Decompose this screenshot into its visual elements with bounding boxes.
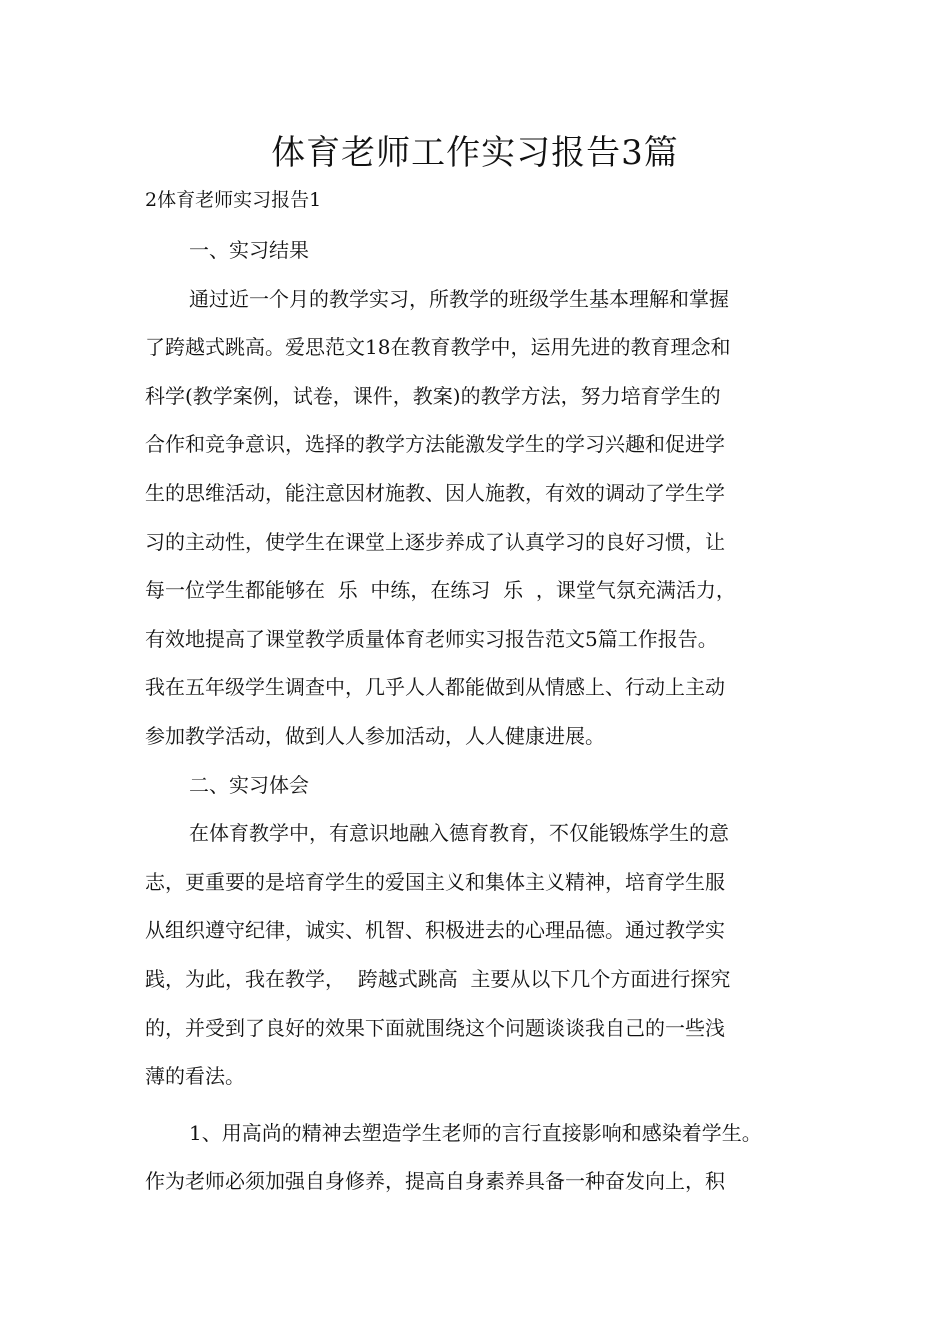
- paragraph-line: 在体育教学中，有意识地融入德育教育，不仅能锻炼学生的意: [189, 821, 729, 846]
- paragraph-line: 生的思维活动，能注意因材施教、因人施教，有效的调动了学生学: [145, 480, 725, 505]
- paragraph-line: 科学(教学案例，试卷，课件，教案)的教学方法，努力培育学生的: [145, 383, 721, 408]
- paragraph-line: 通过近一个月的教学实习，所教学的班级学生基本理解和掌握: [189, 286, 729, 311]
- paragraph-line: 每一位学生都能够在 乐 中练，在练习 乐 ，课堂气氛充满活力，: [145, 578, 736, 603]
- paragraph-line: 志，更重要的是培育学生的爱国主义和集体主义精神，培育学生服: [145, 869, 725, 894]
- paragraph-line: 了跨越式跳高。爱思范文18在教育教学中，运用先进的教育理念和: [145, 335, 731, 360]
- paragraph-gap: [145, 1101, 825, 1109]
- paragraph-line: 有效地提高了课堂教学质量体育老师实习报告范文5篇工作报告。: [145, 626, 718, 651]
- paragraph-line: 践，为此，我在教学， 跨越式跳高 主要从以下几个方面进行探究: [145, 966, 731, 991]
- paragraph-line: 合作和竞争意识，选择的教学方法能激发学生的学习兴趣和促进学: [145, 432, 725, 457]
- paragraph-line: 作为老师必须加强自身修养，提高自身素养具备一种奋发向上，积: [145, 1169, 725, 1194]
- paragraph-line: 的，并受到了良好的效果下面就围绕这个问题谈谈我自己的一些浅: [145, 1015, 725, 1040]
- paragraph-line: 从组织遵守纪律，诚实、机智、积极进去的心理品德。通过教学实: [145, 918, 725, 943]
- section-heading-experience: 二、实习体会: [189, 772, 309, 797]
- paragraph-line: 习的主动性，使学生在课堂上逐步养成了认真学习的良好习惯，让: [145, 529, 725, 554]
- paragraph-line: 参加教学活动，做到人人参加活动，人人健康进展。: [145, 723, 605, 748]
- paragraph-line: 我在五年级学生调查中，几乎人人都能做到从情感上、行动上主动: [145, 675, 725, 700]
- paragraph-line: 1、用高尚的精神去塑造学生老师的言行直接影响和感染着学生。: [189, 1120, 762, 1145]
- document-title: 体育老师工作实习报告3篇: [271, 133, 679, 173]
- section-heading-results: 一、实习结果: [189, 238, 309, 262]
- document-body: [145, 226, 825, 1206]
- paragraph-line: 薄的看法。: [145, 1064, 245, 1089]
- document-subtitle: 2体育老师实习报告1: [145, 189, 322, 211]
